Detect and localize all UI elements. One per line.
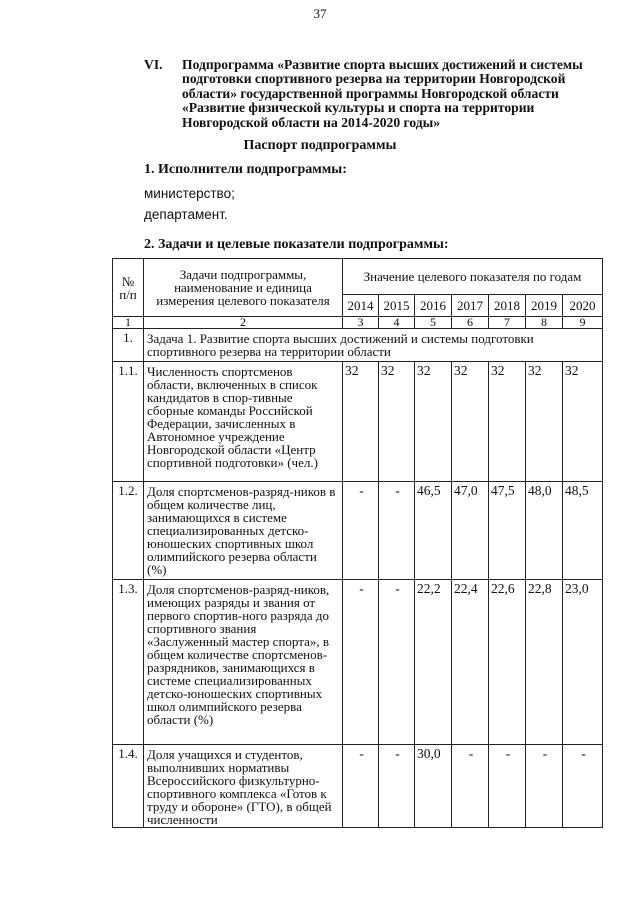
index-cell: 3 xyxy=(343,317,379,329)
row-value: 32 xyxy=(489,362,526,482)
indicators-table xyxy=(112,258,603,828)
header-num: № п/п xyxy=(113,259,144,317)
header-year: 2016 xyxy=(415,295,452,317)
row-value: - xyxy=(343,580,379,745)
row-value: - xyxy=(379,580,415,745)
section-executors-title: 1. Исполнители подпрограммы: xyxy=(144,162,347,177)
table-row xyxy=(113,580,603,745)
row-value: - xyxy=(343,482,379,580)
index-cell: 1 xyxy=(113,317,144,329)
row-value: 32 xyxy=(379,362,415,482)
index-cell: 6 xyxy=(452,317,489,329)
row-value: 22,6 xyxy=(489,580,526,745)
passport-title: Паспорт подпрограммы xyxy=(243,138,397,153)
header-year: 2019 xyxy=(526,295,563,317)
table-row xyxy=(113,362,603,482)
task-text: Задача 1. Развитие спорта высших достижений и системы подготовки спортивного резерва на территории области xyxy=(144,329,603,362)
row-value: 22,4 xyxy=(452,580,489,745)
row-num: 1.4. xyxy=(113,745,144,828)
row-value: - xyxy=(563,745,603,828)
row-value: - xyxy=(379,745,415,828)
page-number: 37 xyxy=(313,6,327,21)
row-value: 30,0 xyxy=(415,745,452,828)
row-value: 48,5 xyxy=(563,482,603,580)
header-year: 2017 xyxy=(452,295,489,317)
index-cell: 2 xyxy=(144,317,343,329)
index-cell: 7 xyxy=(489,317,526,329)
row-name: Численность спортсменов области, включенных в список кандидатов в спор-тивные сборные команды Российской Федерации, зачисленных в Автономное учреждение Новгородской области «Центр спортивной подготовки» (чел.) xyxy=(144,362,343,482)
subprogram-heading xyxy=(144,58,606,130)
task-row xyxy=(113,329,603,362)
heading-number: VI. xyxy=(144,57,163,72)
row-value: 47,5 xyxy=(489,482,526,580)
row-name: Доля спортсменов-разряд-ников в общем количестве лиц, занимающихся в системе специализированных детско-юношеских спортивных школ олимпийского резерва области (%) xyxy=(144,482,343,580)
row-value: - xyxy=(343,745,379,828)
row-value: 32 xyxy=(415,362,452,482)
header-year: 2014 xyxy=(343,295,379,317)
row-num: 1.1. xyxy=(113,362,144,482)
row-value: - xyxy=(452,745,489,828)
row-value: 32 xyxy=(526,362,563,482)
table-row xyxy=(113,745,603,828)
index-cell: 8 xyxy=(526,317,563,329)
header-value-group: Значение целевого показателя по годам xyxy=(343,259,603,295)
row-num: 1.2. xyxy=(113,482,144,580)
index-cell: 5 xyxy=(415,317,452,329)
row-value: 23,0 xyxy=(563,580,603,745)
header-year: 2020 xyxy=(563,295,603,317)
row-name: Доля учащихся и студентов, выполнивших нормативы Всероссийского физкультурно-спортивного комплекса «Готов к труду и обороне» (ГТО), в общей численности xyxy=(144,745,343,828)
row-value: 32 xyxy=(343,362,379,482)
row-value: 48,0 xyxy=(526,482,563,580)
executor-item: департамент. xyxy=(144,207,228,222)
executor-item: министерство; xyxy=(144,186,235,201)
index-cell: 9 xyxy=(563,317,603,329)
table-row xyxy=(113,482,603,580)
header-task: Задачи подпрограммы, наименование и единица измерения целевого показателя xyxy=(144,259,343,317)
row-value: 32 xyxy=(563,362,603,482)
row-value: 46,5 xyxy=(415,482,452,580)
row-value: - xyxy=(489,745,526,828)
row-value: - xyxy=(379,482,415,580)
header-year: 2015 xyxy=(379,295,415,317)
row-value: 22,2 xyxy=(415,580,452,745)
heading-text: Подпрограмма «Развитие спорта высших достижений и системы подготовки спортивного резерва на территории Новгородской области» государственной программы Новгородской области «Развитие физической культуры и спорта на территории Новгородской области на 2014-2020 годы» xyxy=(182,57,583,130)
row-value: - xyxy=(526,745,563,828)
row-value: 32 xyxy=(452,362,489,482)
section-tasks-title: 2. Задачи и целевые показатели подпрограммы: xyxy=(144,237,449,252)
row-value: 47,0 xyxy=(452,482,489,580)
index-row xyxy=(113,317,603,329)
task-num: 1. xyxy=(113,329,144,362)
header-year: 2018 xyxy=(489,295,526,317)
row-name: Доля спортсменов-разряд-ников, имеющих разряды и звания от первого спортив-ного разряда до спортивного звания «Заслуженный мастер спорта», в общем количестве спортсменов-разрядников, занимающихся в системе специализированных детско-юношеских спортивных школ олимпийского резерва области (%) xyxy=(144,580,343,745)
row-num: 1.3. xyxy=(113,580,144,745)
index-cell: 4 xyxy=(379,317,415,329)
row-value: 22,8 xyxy=(526,580,563,745)
